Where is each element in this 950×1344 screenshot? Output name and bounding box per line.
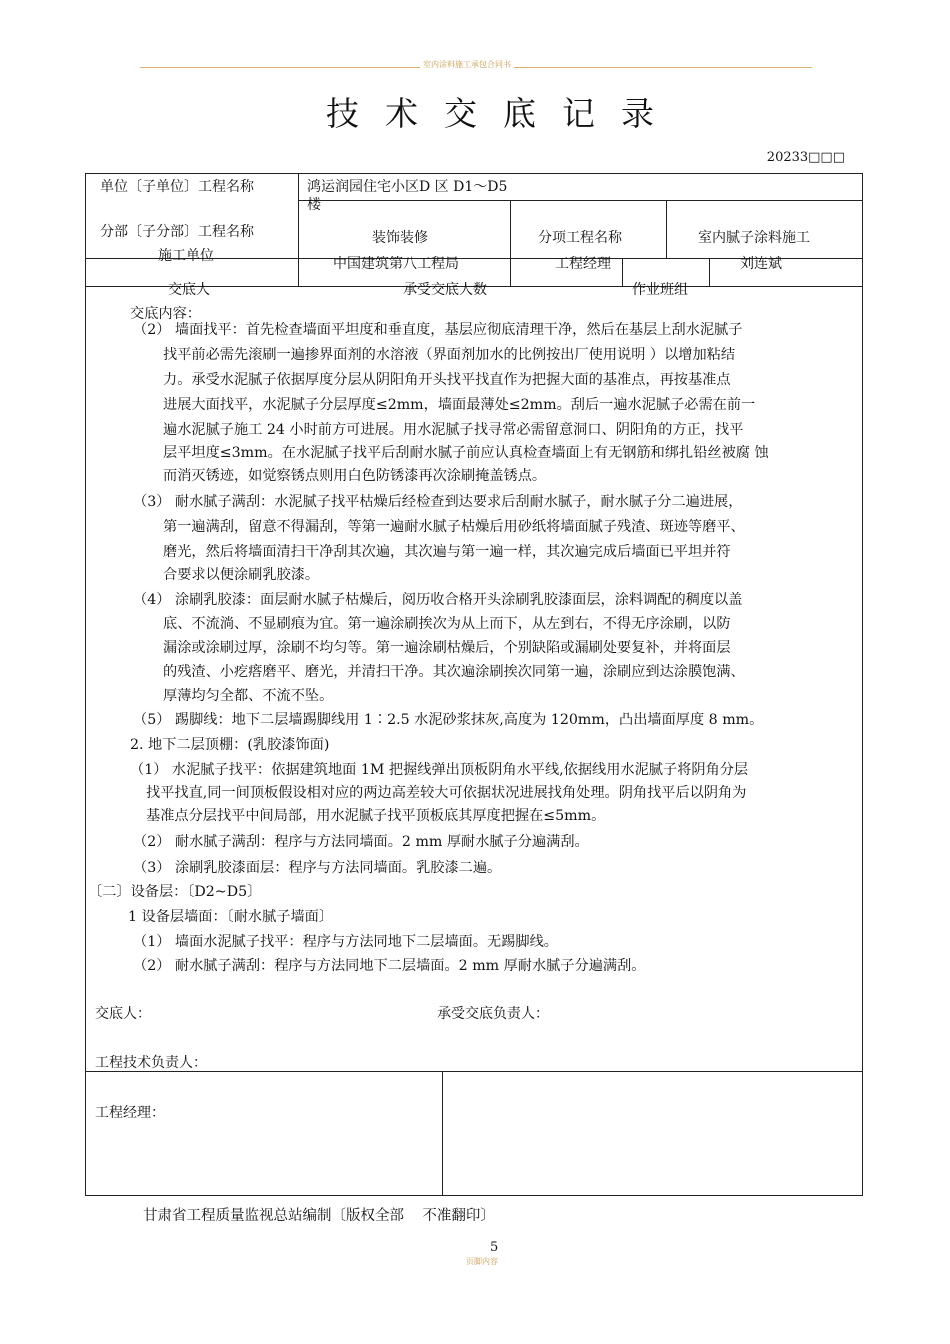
tech-lead-signature: 工程技术负责人：	[95, 1055, 207, 1071]
division-name-value: 装饰装修	[372, 230, 428, 246]
content-line: 厚薄均匀全都、不流不坠。	[163, 688, 334, 704]
content-line: 的残渣、小疙瘩磨平、磨光，并清扫干净。其次遍涂刷挨次同第一遍，涂刷应到达涂膜饱满、	[163, 664, 745, 680]
discloser-signature: 交底人：	[95, 1006, 151, 1022]
contractor-label: 施工单位	[158, 248, 214, 264]
content-line: （2） 墙面找平：首先检查墙面平坦度和垂直度，基层应彻底清理干净，然后在基层上刮水泥腻子	[133, 322, 743, 338]
content-line: （3） 涂刷乳胶漆面层：程序与方法同墙面。乳胶漆二遍。	[133, 860, 502, 876]
discloser-label: 交底人	[168, 282, 210, 298]
content-line: 合要求以便涂刷乳胶漆。	[163, 567, 320, 583]
content-line: 力。承受水泥腻子依据厚度分层从阴阳角开头找平找直作为把握大面的基准点，再按基准点	[163, 372, 731, 388]
content-line: （4） 涂刷乳胶漆：面层耐水腻子枯燥后，阅历收合格开头涂刷乳胶漆面层，涂料调配的稠度以盖	[133, 592, 743, 608]
content-line: 〔二〕设备层：〔D2~D5〕	[88, 884, 262, 900]
content-line: 进展大面找平，水泥腻子分层厚度≤2mm，墙面最薄处≤2mm。刮后一遍水泥腻子必需在前一	[163, 397, 756, 413]
work-team-label: 作业班组	[632, 282, 688, 298]
page-number: 5	[490, 1240, 499, 1255]
content-line: （1） 水泥腻子找平：依据建筑地面 1M 把握线弹出顶板阴角水平线,依据线用水泥腻子将阴角分层	[130, 762, 749, 778]
content-line: 漏涂或涂刷过厚，涂刷不均匀等。第一遍涂刷枯燥后，个别缺陷或漏刷处要复补，并将面层	[163, 640, 731, 656]
subitem-name-value: 室内腻子涂料施工	[698, 230, 810, 246]
content-line: 2. 地下二层顶棚：(乳胶漆饰面)	[130, 737, 330, 753]
content-line: 底、不流淌、不显刷痕为宜。第一遍涂刷挨次为从上而下，从左到右，不得无序涂刷，以防	[163, 616, 731, 632]
subitem-name-label: 分项工程名称	[538, 230, 622, 246]
content-line: 遍水泥腻子施工 24 小时前方可进展。用水泥腻子找寻常必需留意洞口、阴阳角的方正，找平	[163, 422, 744, 438]
project-manager-label: 工程经理	[555, 256, 611, 272]
content-line: 而消灭锈迹，如觉察锈点则用白色防锈漆再次涂刷掩盖锈点。	[163, 468, 547, 484]
project-manager-signature: 工程经理：	[95, 1105, 165, 1121]
receiver-lead-signature: 承受交底负责人：	[437, 1006, 549, 1022]
content-line: （5） 踢脚线：地下二层墙踢脚线用 1∶2.5 水泥砂浆抹灰,高度为 120mm，凸出墙面厚度 8 mm。	[133, 712, 764, 728]
header-text: 室内涂料施工承包合同书	[420, 59, 514, 70]
content-line: 找平找直,同一间顶板假设相对应的两边高差较大可依据状况进展找角处理。阴角找平后以阴角为	[146, 785, 747, 801]
content-line: 层平坦度≤3mm。在水泥腻子找平后刮耐水腻子前应认真检查墙面上有无钢筋和绑扎铅丝被腐 蚀	[163, 445, 769, 461]
page-footer-text: 页脚内容	[466, 1257, 498, 1266]
content-line: （2） 耐水腻子满刮：程序与方法同墙面。2 mm 厚耐水腻子分遍满刮。	[133, 834, 589, 850]
unit-name-label: 单位〔子单位〕工程名称	[100, 179, 254, 195]
contractor-value: 中国建筑第八工程局	[333, 256, 459, 272]
content-heading: 交底内容：	[130, 306, 201, 322]
unit-name-value-cont: 楼	[307, 197, 321, 213]
publisher-note: 甘肃省工程质量监视总站编制〔版权全部 不准翻印〕	[143, 1208, 495, 1224]
division-name-label: 分部〔子分部〕工程名称	[100, 224, 254, 240]
content-line: 基准点分层找平中间局部，用水泥腻子找平顶板底其厚度把握在≤5mm。	[146, 808, 606, 824]
receiver-count-label: 承受交底人数	[403, 282, 487, 298]
project-manager-value: 刘连斌	[740, 256, 782, 272]
content-line: （2） 耐水腻子满刮：程序与方法同地下二层墙面。2 mm 厚耐水腻子分遍满刮。	[133, 958, 646, 974]
content-line: （3） 耐水腻子满刮：水泥腻子找平枯燥后经检查到达要求后刮耐水腻子，耐水腻子分二遍进展，	[133, 494, 743, 510]
content-line: 1 设备层墙面：〔耐水腻子墙面〕	[128, 909, 334, 925]
content-line: 找平前必需先滚刷一遍掺界面剂的水溶液（界面剂加水的比例按出厂使用说明 ）以增加粘结	[163, 347, 736, 363]
document-title: 技术交底记录	[326, 94, 680, 133]
unit-name-value: 鸿运润园住宅小区D 区 D1～D5	[307, 179, 508, 195]
content-line: 磨光，然后将墙面清扫干净刮其次遍，其次遍与第一遍一样，其次遍完成后墙面已平坦并符	[163, 544, 731, 560]
content-line: 第一遍满刮，留意不得漏刮，等第一遍耐水腻子枯燥后用砂纸将墙面腻子残渣、斑迹等磨平、	[163, 519, 745, 535]
document-number: 20233□□□	[766, 150, 845, 165]
content-line: （1） 墙面水泥腻子找平：程序与方法同地下二层墙面。无踢脚线。	[133, 934, 558, 950]
